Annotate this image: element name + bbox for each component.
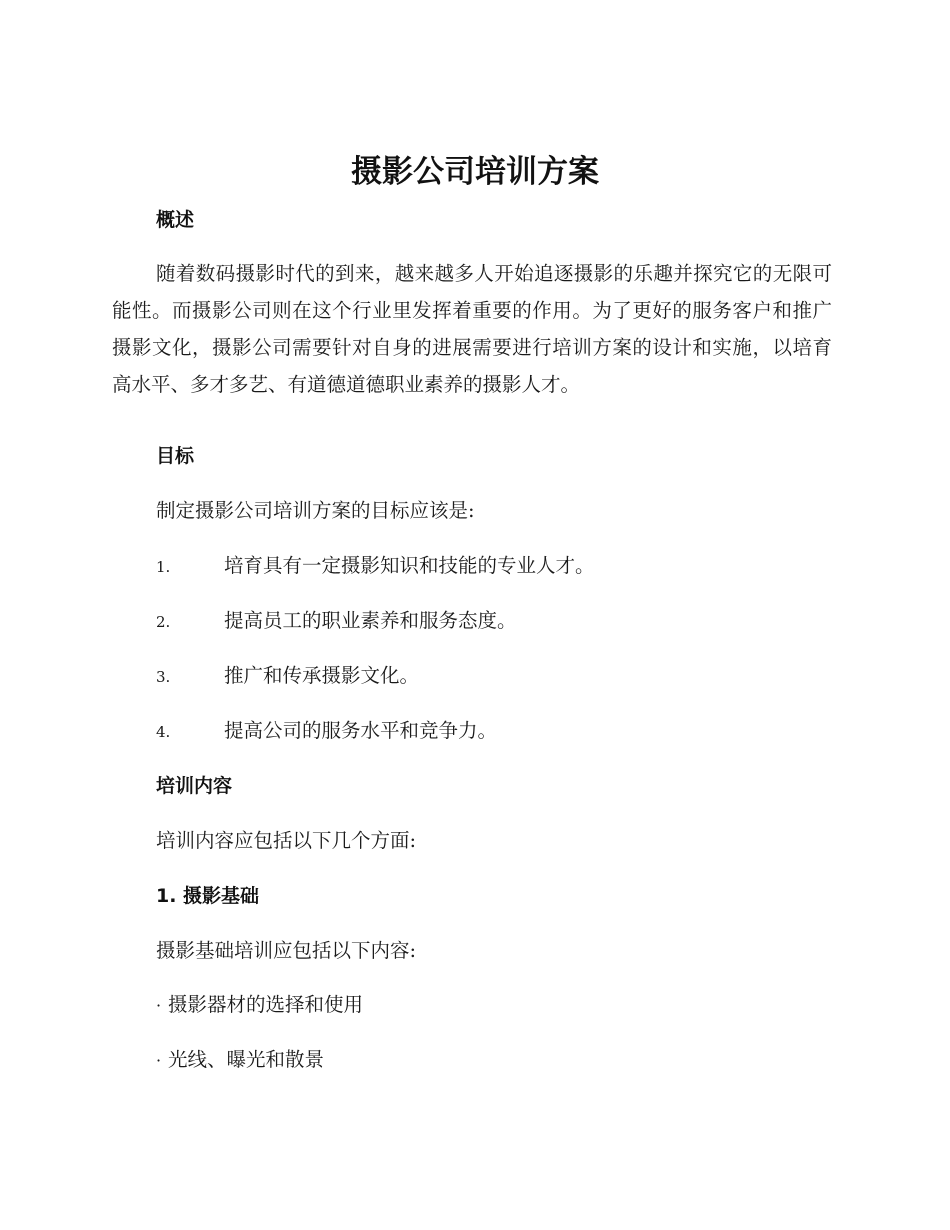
goal-list-number: 3.: [156, 668, 171, 686]
subsection-heading-basics: 1. 摄影基础: [156, 885, 260, 907]
goal-list-text: 提高员工的职业素养和服务态度。: [224, 609, 517, 632]
goal-list-text: 培育具有一定摄影知识和技能的专业人才。: [224, 554, 595, 577]
content-intro: 培训内容应包括以下几个方面:: [156, 829, 417, 852]
goal-list-text: 推广和传承摄影文化。: [224, 664, 420, 687]
basics-intro: 摄影基础培训应包括以下内容:: [156, 939, 417, 962]
document-title: 摄影公司培训方案: [351, 154, 599, 190]
bullet-text: 光线、曝光和散景: [168, 1048, 325, 1071]
goal-list-number: 4.: [156, 723, 171, 741]
bullet-text: 摄影器材的选择和使用: [168, 993, 364, 1016]
section-heading-goals: 目标: [156, 445, 195, 467]
goal-list-number: 2.: [156, 613, 171, 631]
bullet-item: [156, 991, 363, 1019]
bullet-dot-icon: ·: [156, 1051, 162, 1070]
goal-list-number: 1.: [156, 558, 171, 576]
overview-paragraph: 随着数码摄影时代的到来，越来越多人开始追逐摄影的乐趣并探究它的无限可能性。而摄影公司则在这个行业里发挥着重要的作用。为了更好的服务客户和推广摄影文化，摄影公司需要针对自身的进展需要进行培训方案的设计和实施，以培育高水平、多才多艺、有道德道德职业素养的摄影人才。: [112, 262, 832, 396]
bullet-item: [156, 1046, 324, 1074]
section-heading-overview: 概述: [156, 209, 195, 231]
section-heading-content: 培训内容: [156, 775, 233, 797]
goals-intro: 制定摄影公司培训方案的目标应该是:: [156, 499, 475, 522]
bullet-dot-icon: ·: [156, 996, 162, 1015]
goal-list-text: 提高公司的服务水平和竞争力。: [224, 719, 498, 742]
